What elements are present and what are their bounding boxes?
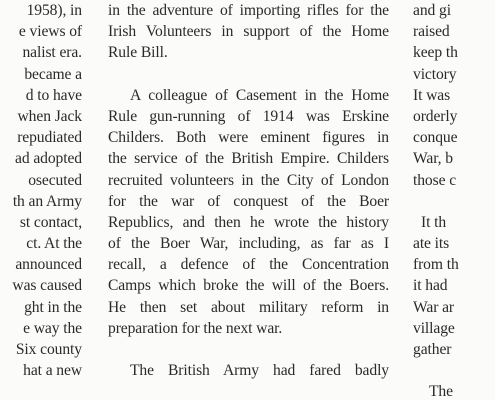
left-line: repudiated xyxy=(17,129,82,147)
text-line: Childers. Both were eminent figures in xyxy=(108,129,389,147)
right-line: village xyxy=(413,319,455,337)
right-line: victory xyxy=(413,65,457,83)
paragraph-gap xyxy=(108,64,389,85)
left-line: nalist era. xyxy=(22,44,82,62)
text-line: preparation for the next war. xyxy=(108,319,283,337)
left-line: became a xyxy=(24,65,82,83)
right-line: ate its xyxy=(413,235,450,253)
text-line: Rule gun-running of 1914 was Erskine xyxy=(108,107,389,125)
left-line: was caused xyxy=(12,277,82,295)
right-line: orderly xyxy=(413,107,458,125)
right-line xyxy=(413,191,495,212)
text-line: He then set about military reform in xyxy=(108,298,389,316)
left-line: ct. At the xyxy=(26,235,82,253)
left-line: osecuted xyxy=(28,171,82,189)
right-line: gather xyxy=(413,341,452,358)
right-line: War ar xyxy=(413,298,454,316)
text-line: of the Boer War, including, as far as I xyxy=(108,235,389,253)
left-line: e views of xyxy=(18,23,82,41)
right-line: It th xyxy=(421,213,447,231)
left-line: Six county xyxy=(15,341,82,358)
paragraph xyxy=(108,360,389,381)
text-line: for the war of conquest of the Boer xyxy=(108,192,389,210)
text-line: Rule Bill. xyxy=(108,44,168,62)
left-line: 1958), in xyxy=(26,2,82,19)
right-line xyxy=(413,360,495,381)
left-line: e way the xyxy=(23,319,82,337)
right-line: The xyxy=(429,383,453,400)
paragraph xyxy=(108,0,389,64)
text-line: Camps which broke the will of the Boers. xyxy=(108,277,389,295)
right-line: It was xyxy=(413,86,451,104)
text-line: A colleague of Casement in the Home xyxy=(130,86,389,104)
left-line: announced xyxy=(15,256,82,274)
right-line: conque xyxy=(413,129,458,147)
paragraph-gap xyxy=(108,339,389,360)
middle-text-column xyxy=(108,0,389,381)
left-line: hat a new xyxy=(23,362,82,380)
left-line: th an Army xyxy=(12,192,82,210)
left-line: when Jack xyxy=(17,107,82,125)
text-line: The British Army had fared badly xyxy=(130,362,389,380)
text-line: in the adventure of importing rifles for the xyxy=(108,2,389,19)
text-line: Republics, and then he wrote the history xyxy=(108,213,389,231)
right-line: War, b xyxy=(413,150,453,168)
left-line: st contact, xyxy=(19,213,82,231)
right-line: from th xyxy=(413,256,459,274)
right-line: keep th xyxy=(413,44,458,62)
paragraph xyxy=(108,85,389,339)
right-line: those c xyxy=(413,171,457,189)
text-line: the service of the British Empire. Childers xyxy=(108,150,389,168)
left-line: d to have xyxy=(25,86,82,104)
text-line: recruited volunteers in the City of London xyxy=(108,171,389,189)
text-line: Irish Volunteers in support of the Home xyxy=(108,23,389,41)
left-line: ad adopted xyxy=(15,150,82,168)
right-text-column xyxy=(413,0,495,400)
left-line: ght in the xyxy=(24,298,82,316)
left-text-column xyxy=(0,0,82,381)
right-line: and gi xyxy=(413,2,451,19)
right-line: raised xyxy=(413,23,450,41)
text-line: recall, a defence of the Concentration xyxy=(108,256,389,274)
right-line: it had xyxy=(413,277,448,295)
